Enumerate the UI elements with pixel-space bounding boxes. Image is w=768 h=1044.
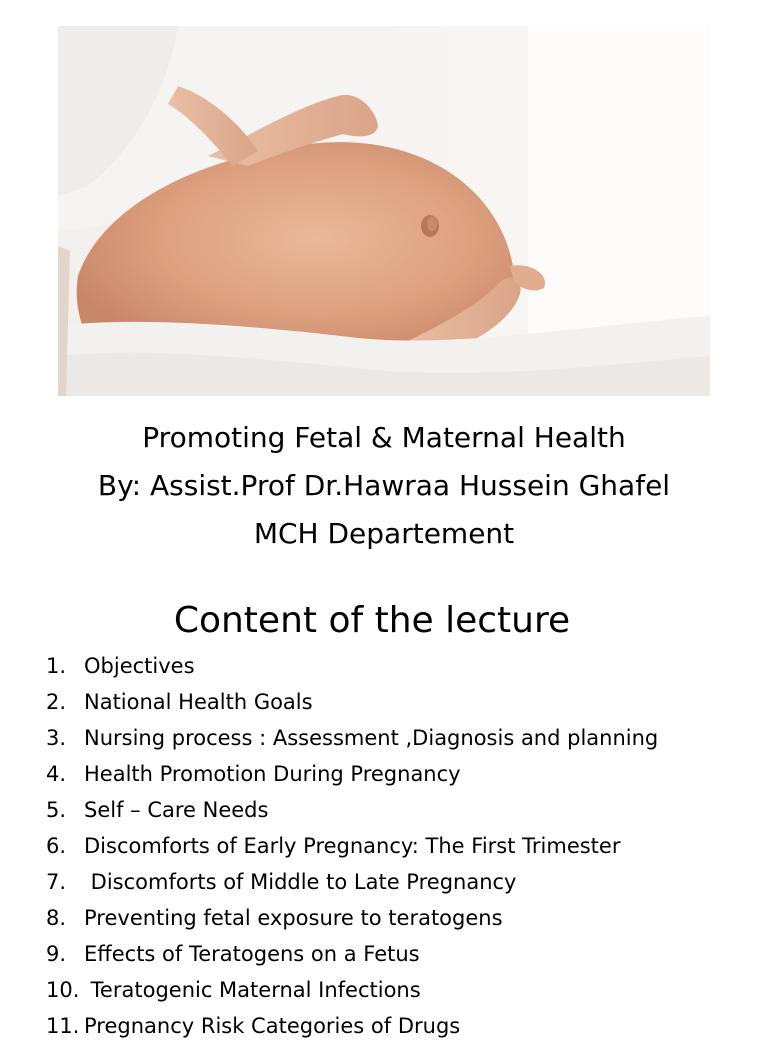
list-item-number: 9.	[46, 942, 67, 966]
list-item	[46, 864, 746, 900]
list-item-number: 2.	[46, 690, 67, 714]
list-item	[46, 648, 746, 684]
list-item-text: Effects of Teratogens on a Fetus	[84, 942, 420, 966]
list-item-text: Pregnancy Risk Categories of Drugs	[84, 1014, 461, 1038]
list-item-text: Teratogenic Maternal Infections	[84, 978, 421, 1002]
author-line: By: Assist.Prof Dr.Hawraa Hussein Ghafel	[97, 469, 671, 502]
content-heading: Content of the lecture	[173, 600, 571, 641]
list-item-text: Discomforts of Early Pregnancy: The First Trimester	[84, 834, 621, 858]
list-item-number: 10.	[46, 978, 80, 1002]
list-item	[46, 792, 746, 828]
content-list	[46, 648, 746, 1044]
list-item	[46, 900, 746, 936]
department-line: MCH Departement	[253, 517, 515, 550]
lecture-title: Promoting Fetal & Maternal Health	[142, 421, 626, 454]
list-item-number: 1.	[46, 654, 67, 678]
list-item-text: Self – Care Needs	[84, 798, 269, 822]
list-item	[46, 684, 746, 720]
list-item-number: 5.	[46, 798, 67, 822]
list-item-text: Health Promotion During Pregnancy	[84, 762, 461, 786]
list-item-number: 3.	[46, 726, 67, 750]
list-item	[46, 756, 746, 792]
list-item-number: 8.	[46, 906, 67, 930]
list-item	[46, 972, 746, 1008]
list-item-text: Objectives	[84, 654, 195, 678]
list-item-number: 7.	[46, 870, 67, 894]
list-item-text: National Health Goals	[84, 690, 313, 714]
list-item-text: Preventing fetal exposure to teratogens	[84, 906, 503, 930]
title-block	[0, 414, 768, 558]
list-item	[46, 828, 746, 864]
list-item	[46, 720, 746, 756]
list-item-number: 11.	[46, 1014, 80, 1038]
list-item	[46, 936, 746, 972]
list-item-number: 6.	[46, 834, 67, 858]
list-item-text: Discomforts of Middle to Late Pregnancy	[84, 870, 517, 894]
list-item-text: Nursing process : Assessment ,Diagnosis and planning	[84, 726, 659, 750]
pregnant-belly-photo	[58, 26, 710, 396]
list-item-number: 4.	[46, 762, 67, 786]
list-item	[46, 1008, 746, 1044]
